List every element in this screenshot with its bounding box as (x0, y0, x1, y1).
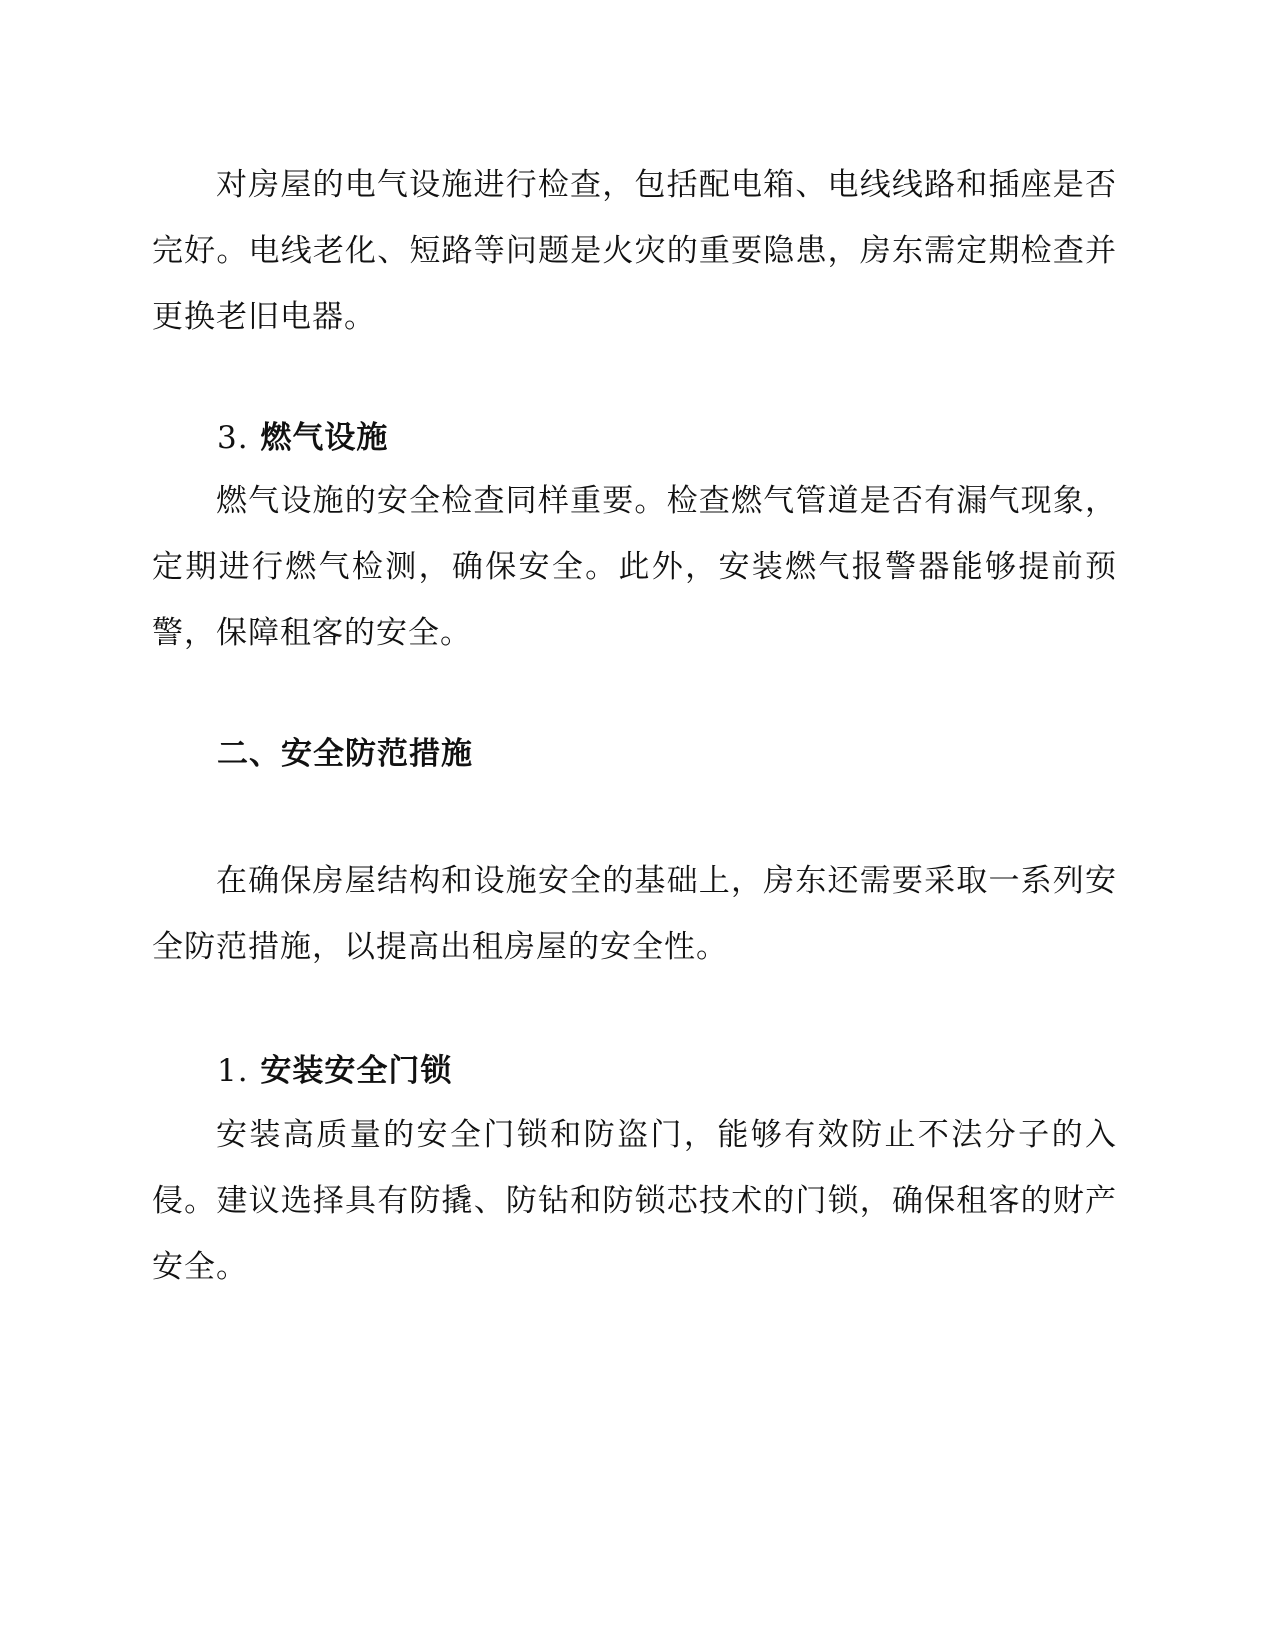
heading-gas-facilities (217, 418, 388, 458)
heading-number: 3. (217, 420, 249, 456)
paragraph-electrical-inspection: 对房屋的电气设施进行检查，包括配电箱、电线线路和插座是否完好。电线老化、短路等问题是火灾的重要隐患，房东需定期检查并更换老旧电器。 (152, 167, 1117, 335)
heading-number: 1. (217, 1053, 249, 1089)
paragraph-gas-inspection: 燃气设施的安全检查同样重要。检查燃气管道是否有漏气现象，定期进行燃气检测，确保安全。此外，安装燃气报警器能够提前预警，保障租客的安全。 (152, 483, 1117, 651)
heading-title: 安装安全门锁 (260, 1053, 453, 1089)
paragraph-door-locks: 安装高质量的安全门锁和防盗门，能够有效防止不法分子的入侵。建议选择具有防撬、防钻和防锁芯技术的门锁，确保租客的财产安全。 (152, 1117, 1117, 1285)
heading-title: 燃气设施 (260, 420, 389, 456)
heading-section-safety-measures: 二、安全防范措施 (217, 736, 473, 772)
heading-door-locks (217, 1051, 452, 1091)
paragraph-safety-measures-intro: 在确保房屋结构和设施安全的基础上，房东还需要采取一系列安全防范措施，以提高出租房屋的安全性。 (152, 863, 1117, 965)
